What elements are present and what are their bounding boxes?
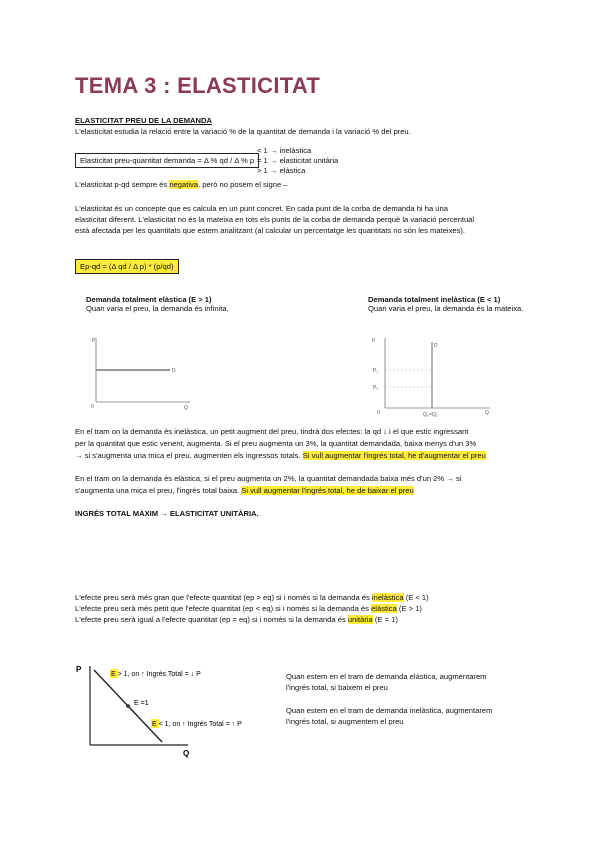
elastic-para-highlight: Si vull augmentar l'ingrés total, he de baixar el preu — [241, 486, 414, 495]
inelastic-curve-label: D — [434, 343, 438, 349]
effect-3-highlight: unitària — [347, 615, 373, 624]
effect-2-highlight: elàstica — [371, 604, 397, 613]
inelastic-para-line-3-pre: → si s'augmenta una mica el preu, augmenten els ingressos totals. — [75, 451, 303, 460]
effect-2-post: (E > 1) — [396, 604, 422, 613]
inelastic-para-line-1: En el tram on la demanda és inelàstica, un petit augment del preu, tindrà dos efectes: la qd ↓ i el que estic ingressant — [75, 427, 469, 436]
sign-note-highlight: negativa — [169, 180, 199, 189]
elastic-para-line-2 — [75, 486, 414, 497]
elasticity-formula-box: Elasticitat preu-quantitat demanda = Δ % qd / Δ % p — [75, 153, 259, 168]
max-income-line: INGRÉS TOTAL MÀXIM → ELASTICITAT UNITÀRIA. — [75, 509, 259, 518]
elastic-demand-graph — [80, 330, 200, 415]
legend-elastic: > 1 → elàstica — [257, 166, 306, 175]
elastic-origin-label: 0 — [91, 404, 94, 410]
page-title: TEMA 3 : ELASTICITAT — [75, 73, 321, 98]
elastic-curve-label: D — [172, 368, 176, 374]
sign-note-pre: L'elasticitat p-qd sempre és — [75, 180, 170, 189]
note-elastic-line-1: Quan estem en el tram de demanda elàstica, augmentarem — [286, 672, 487, 681]
elastic-graph-sub: Quan varia el preu, la demanda és infinita. — [86, 304, 229, 313]
sign-note-post: , però no posem el signe – — [198, 180, 288, 189]
effect-1-pre: L'efecte preu serà més gran que l'efecte quantitat (ep > eq) si i només si la demanda és — [75, 593, 372, 602]
section-heading: ELASTICITAT PREU DE LA DEMANDA — [75, 116, 212, 125]
inelastic-graph-sub: Quan varia el preu, la demanda és la mateixa. — [368, 304, 524, 313]
bottom-label-inelastic: E < 1, on ↑ Ingrés Total = ↑ P — [152, 721, 242, 728]
inelastic-para-highlight: Si vull augmentar l'ingrés total, he d'augmentar el preu — [302, 451, 486, 460]
intro-text: L'elasticitat estudia la relació entre la variació % de la quantitat de demanda i la variació % del preu. — [75, 127, 411, 136]
effect-3-pre: L'efecte preu serà igual a l'efecte quantitat (ep = eq) si i només si la demanda és — [75, 615, 348, 624]
effect-line-inelastic — [75, 593, 429, 604]
effect-2-pre: L'efecte preu serà més petit que l'efecte quantitat (ep < eq) si i només si la demanda és — [75, 604, 372, 613]
bottom-axis-p-label: P — [76, 665, 82, 674]
bottom-label-elastic: E > 1, on ↑ Ingrés Total = ↓ P — [111, 671, 201, 678]
unitary-point — [126, 704, 130, 708]
note-inelastic-line-1: Quan estem en el tram de demanda inelàstica, augmentarem — [286, 706, 493, 715]
bottom-label-unitary: E =1 — [134, 700, 149, 707]
effect-line-elastic — [75, 604, 422, 615]
effect-1-post: (E < 1) — [403, 593, 429, 602]
elastic-para-line-1: En el tram on la demanda és elàstica, si el preu augmenta un 2%, la quantitat demandada baixa més d'un 2% → si — [75, 474, 462, 483]
note-elastic-line-2: l'ingrés total, si baixem el preu — [286, 683, 388, 692]
effect-line-unitary — [75, 615, 398, 626]
concept-line-2: elasticitat diferent. L'elasticitat no és la mateixa en tots els punts de la corba de demanda perquè la variació percentual — [75, 215, 475, 224]
elastic-para-line-2-pre: s'augmenta una mica el preu, l'ingrés total baixa. — [75, 486, 242, 495]
demand-income-graph — [70, 660, 280, 760]
point-elasticity-formula: Ep-qd = (Δ qd / Δ p) * (p/qd) — [75, 259, 179, 274]
inelastic-axis-p-label: P — [372, 338, 376, 344]
inelastic-para-line-3 — [75, 451, 486, 462]
inelastic-p1-label: P₁ — [373, 368, 379, 374]
concept-line-3: està afectada per les quantitats que estem analitzant (al calcular un percentatge les quantitats no són les mateixes). — [75, 226, 466, 235]
legend-inelastic: < 1 → inelàstica — [257, 146, 312, 155]
inelastic-demand-graph — [365, 330, 500, 420]
elastic-graph-heading: Demanda totalment elàstica (E > 1) — [86, 295, 212, 304]
inelastic-origin-label: 0 — [377, 410, 380, 416]
inelastic-q-label: Q₀=Q₁ — [423, 412, 438, 418]
concept-line-1: L'elasticitat és un concepte que es calcula en un punt concret. En cada punt de la corba de demanda hi ha una — [75, 204, 448, 213]
inelastic-axis-q-label: Q — [485, 410, 489, 416]
elastic-axis-q-label: Q — [184, 405, 188, 411]
inelastic-graph-heading: Demanda totalment inelàstica (E < 1) — [368, 295, 501, 304]
inelastic-para-line-2: per la quantitat que estic venent, augmenta. Si el preu augmenta un 3%, la quantitat demandada, baixa menys d'un 3% — [75, 439, 477, 448]
note-inelastic-line-2: l'ingrés total, si augmentem el preu — [286, 717, 404, 726]
bottom-axis-q-label: Q — [183, 749, 190, 758]
legend-unitary: = 1 → elasticitat unitària — [257, 156, 339, 165]
sign-note — [75, 180, 288, 191]
elastic-axis-p-label: P — [92, 338, 96, 344]
effect-1-highlight: inelàstica — [371, 593, 404, 602]
effect-3-post: (E = 1) — [372, 615, 398, 624]
inelastic-p0-label: P₀ — [373, 385, 379, 391]
